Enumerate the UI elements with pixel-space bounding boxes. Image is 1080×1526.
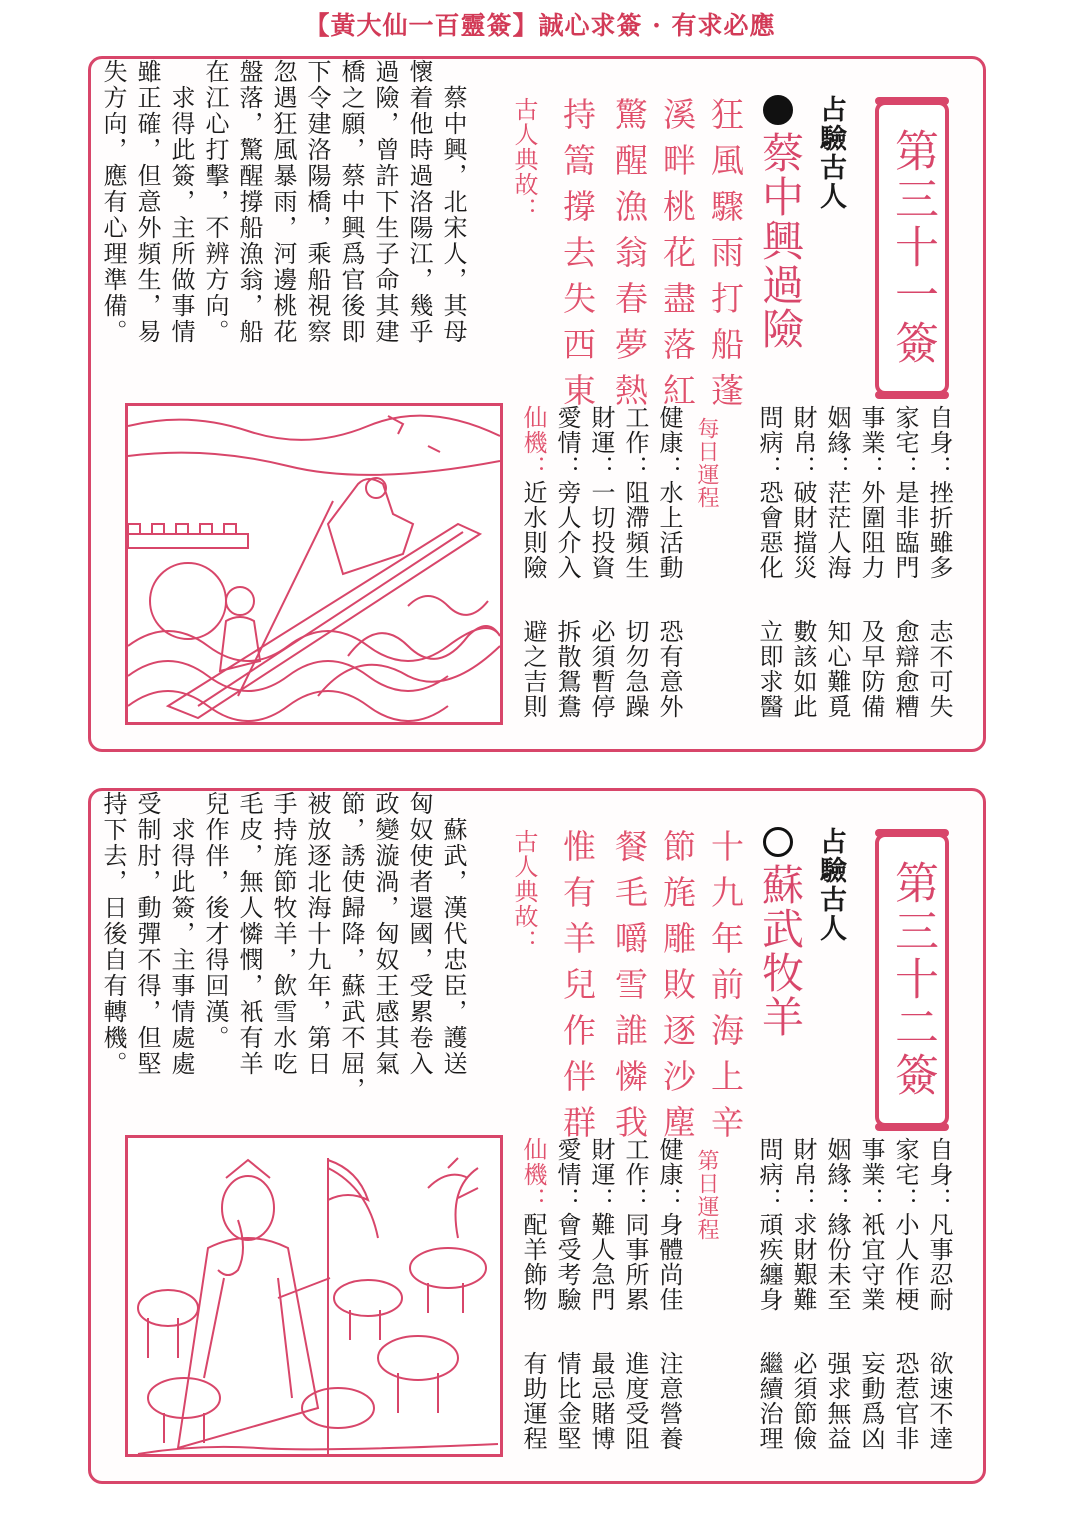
daily-advice: 進度受阻 bbox=[621, 1351, 649, 1451]
story-line: 懷着他時過洛陽江，幾乎 bbox=[405, 59, 433, 345]
story-line: 受制肘，動彈不得，但堅 bbox=[133, 791, 161, 1077]
lot-subtitle: 占驗古人 bbox=[815, 827, 846, 943]
daily-advice: 切勿急躁 bbox=[621, 619, 649, 719]
story-line: 求得此簽，主所做事情 bbox=[167, 59, 195, 345]
story-line: 盤落，驚醒撐船漁翁，船 bbox=[235, 59, 263, 345]
story-name-block bbox=[756, 91, 805, 391]
daily-item: 財運：一切投資 bbox=[587, 405, 615, 580]
poem-line-4: 惟有羊兒作伴群 bbox=[558, 829, 597, 1151]
fortune-item: 問病：頑疾纏身 bbox=[755, 1137, 783, 1312]
fortune-advice: 必須節儉 bbox=[789, 1351, 817, 1451]
story-line: 節，誘使歸降，蘇武不屈， bbox=[337, 791, 365, 1103]
story-line: 持下去，日後自有轉機。 bbox=[99, 791, 127, 1077]
fortune-item: 財帛：求財艱難 bbox=[789, 1137, 817, 1312]
filled-circle-icon bbox=[763, 95, 793, 125]
story-line: 失方向，應有心理準備。 bbox=[99, 59, 127, 345]
fortune-item: 自身：凡事忍耐 bbox=[925, 1137, 953, 1312]
fortune-item: 家宅：小人作梗 bbox=[891, 1137, 919, 1312]
fortune-item: 自身：挫折雖多 bbox=[925, 405, 953, 580]
daily-item: 仙機：配羊飾物 bbox=[519, 1137, 547, 1312]
lot-title-box bbox=[875, 101, 949, 395]
daily-advice: 避之吉則 bbox=[519, 619, 547, 719]
fortune-advice: 數該如此 bbox=[789, 619, 817, 719]
daily-advice: 情比金堅 bbox=[553, 1351, 581, 1451]
daily-item: 仙機：近水則險 bbox=[519, 405, 547, 580]
story-line: 兒作伴，後才得回漢。 bbox=[201, 791, 229, 1051]
story-text bbox=[91, 59, 475, 379]
poem-line-4: 持篙撐去失西東 bbox=[558, 97, 597, 419]
fortune-advice: 欲速不達 bbox=[925, 1351, 953, 1451]
story-line: 雖正確，但意外頻生，易 bbox=[133, 59, 161, 345]
story-name-block bbox=[756, 823, 805, 1123]
shepherd-with-sheep-illustration bbox=[125, 1135, 503, 1457]
story-name: 蔡中興過險 bbox=[756, 131, 805, 351]
fortune-item: 問病：恐會惡化 bbox=[755, 405, 783, 580]
fortune-item: 姻緣：茫茫人海 bbox=[823, 405, 851, 580]
story-line: 橋之願，蔡中興爲官後即 bbox=[337, 59, 365, 345]
story-text bbox=[91, 791, 475, 1111]
fortune-advice: 及早防備 bbox=[857, 619, 885, 719]
lot-title-box bbox=[875, 833, 949, 1127]
daily-item: 健康：水上活動 bbox=[655, 405, 683, 580]
story-line: 過險，曾許下生子命其建 bbox=[371, 59, 399, 345]
story-line: 政變漩渦，匈奴王感其氣 bbox=[371, 791, 399, 1077]
fortune-advice: 立即求醫 bbox=[755, 619, 783, 719]
hollow-circle-icon bbox=[763, 827, 793, 857]
fortune-item: 財帛：破財擋災 bbox=[789, 405, 817, 580]
story-line: 忽遇狂風暴雨，河邊桃花 bbox=[269, 59, 297, 345]
daily-advice: 注意營養 bbox=[655, 1351, 683, 1451]
fortune-item: 事業：外圍阻力 bbox=[857, 405, 885, 580]
fortune-advice: 繼續治理 bbox=[755, 1351, 783, 1451]
poem-line-3: 餐毛嚼雪誰憐我 bbox=[610, 829, 649, 1151]
lot-subtitle: 占驗古人 bbox=[815, 95, 846, 211]
daily-item: 財運：難人急門 bbox=[587, 1137, 615, 1312]
story-line: 在江心打擊，不辨方向。 bbox=[201, 59, 229, 345]
poem-line-2: 節旄雕敗逐沙塵 bbox=[658, 829, 697, 1151]
fortune-advice: 愈辯愈糟 bbox=[891, 619, 919, 719]
fortune-item: 姻緣：緣份未至 bbox=[823, 1137, 851, 1312]
daily-advice: 拆散鴛鴦 bbox=[553, 619, 581, 719]
daily-item: 健康：身體尚佳 bbox=[655, 1137, 683, 1312]
daily-item: 愛情：會受考驗 bbox=[553, 1137, 581, 1312]
fortune-advice: 志不可失 bbox=[925, 619, 953, 719]
daily-advice: 最忌賭博 bbox=[587, 1351, 615, 1451]
story-heading: 古人典故： bbox=[510, 829, 538, 954]
fortune-item: 事業：衹宜守業 bbox=[857, 1137, 885, 1312]
poem-line-1: 狂風驟雨打船蓬 bbox=[706, 97, 745, 419]
story-line: 手持旄節牧羊，飲雪水吃 bbox=[269, 791, 297, 1077]
daily-advice: 有助運程 bbox=[519, 1351, 547, 1451]
story-name: 蘇武牧羊 bbox=[756, 863, 805, 1039]
daily-item: 工作：阻滯頻生 bbox=[621, 405, 649, 580]
daily-item: 工作：同事所累 bbox=[621, 1137, 649, 1312]
daily-heading: 第日運程 bbox=[694, 1149, 719, 1241]
daily-advice: 恐有意外 bbox=[655, 619, 683, 719]
story-line: 蔡中興，北宋人，其母 bbox=[439, 59, 467, 345]
page-header: 【黃大仙一百靈簽】誠心求簽 · 有求必應 bbox=[304, 11, 776, 40]
fortune-advice: 强求無益 bbox=[823, 1351, 851, 1451]
story-line: 求得此簽，主事情處處 bbox=[167, 791, 195, 1077]
poem-line-1: 十九年前海上辛 bbox=[706, 829, 745, 1151]
fortune-advice: 恐惹官非 bbox=[891, 1351, 919, 1451]
fortune-advice: 知心難覓 bbox=[823, 619, 851, 719]
story-heading: 古人典故： bbox=[510, 97, 538, 222]
lot-title: 第三十一簽 bbox=[887, 128, 938, 368]
daily-advice: 必須暫停 bbox=[587, 619, 615, 719]
story-line: 匈奴使者還國，受累卷入 bbox=[405, 791, 433, 1077]
story-line: 毛皮，無人憐憫，衹有羊 bbox=[235, 791, 263, 1077]
story-line: 被放逐北海十九年，第日 bbox=[303, 791, 331, 1077]
poem-line-2: 溪畔桃花盡落紅 bbox=[658, 97, 697, 419]
boat-in-storm-illustration bbox=[125, 403, 503, 725]
fortune-advice: 妄動爲凶 bbox=[857, 1351, 885, 1451]
daily-heading: 每日運程 bbox=[694, 417, 719, 509]
fortune-item: 家宅：是非臨門 bbox=[891, 405, 919, 580]
story-line: 下令建洛陽橋，乘船視察 bbox=[303, 59, 331, 345]
daily-item: 愛情：旁人介入 bbox=[553, 405, 581, 580]
lot-title: 第三十二簽 bbox=[887, 860, 938, 1100]
lot-card-32 bbox=[88, 788, 986, 1484]
lot-card-31 bbox=[88, 56, 986, 752]
story-line: 蘇武，漢代忠臣，護送 bbox=[439, 791, 467, 1077]
poem-line-3: 驚醒漁翁春夢熱 bbox=[610, 97, 649, 419]
